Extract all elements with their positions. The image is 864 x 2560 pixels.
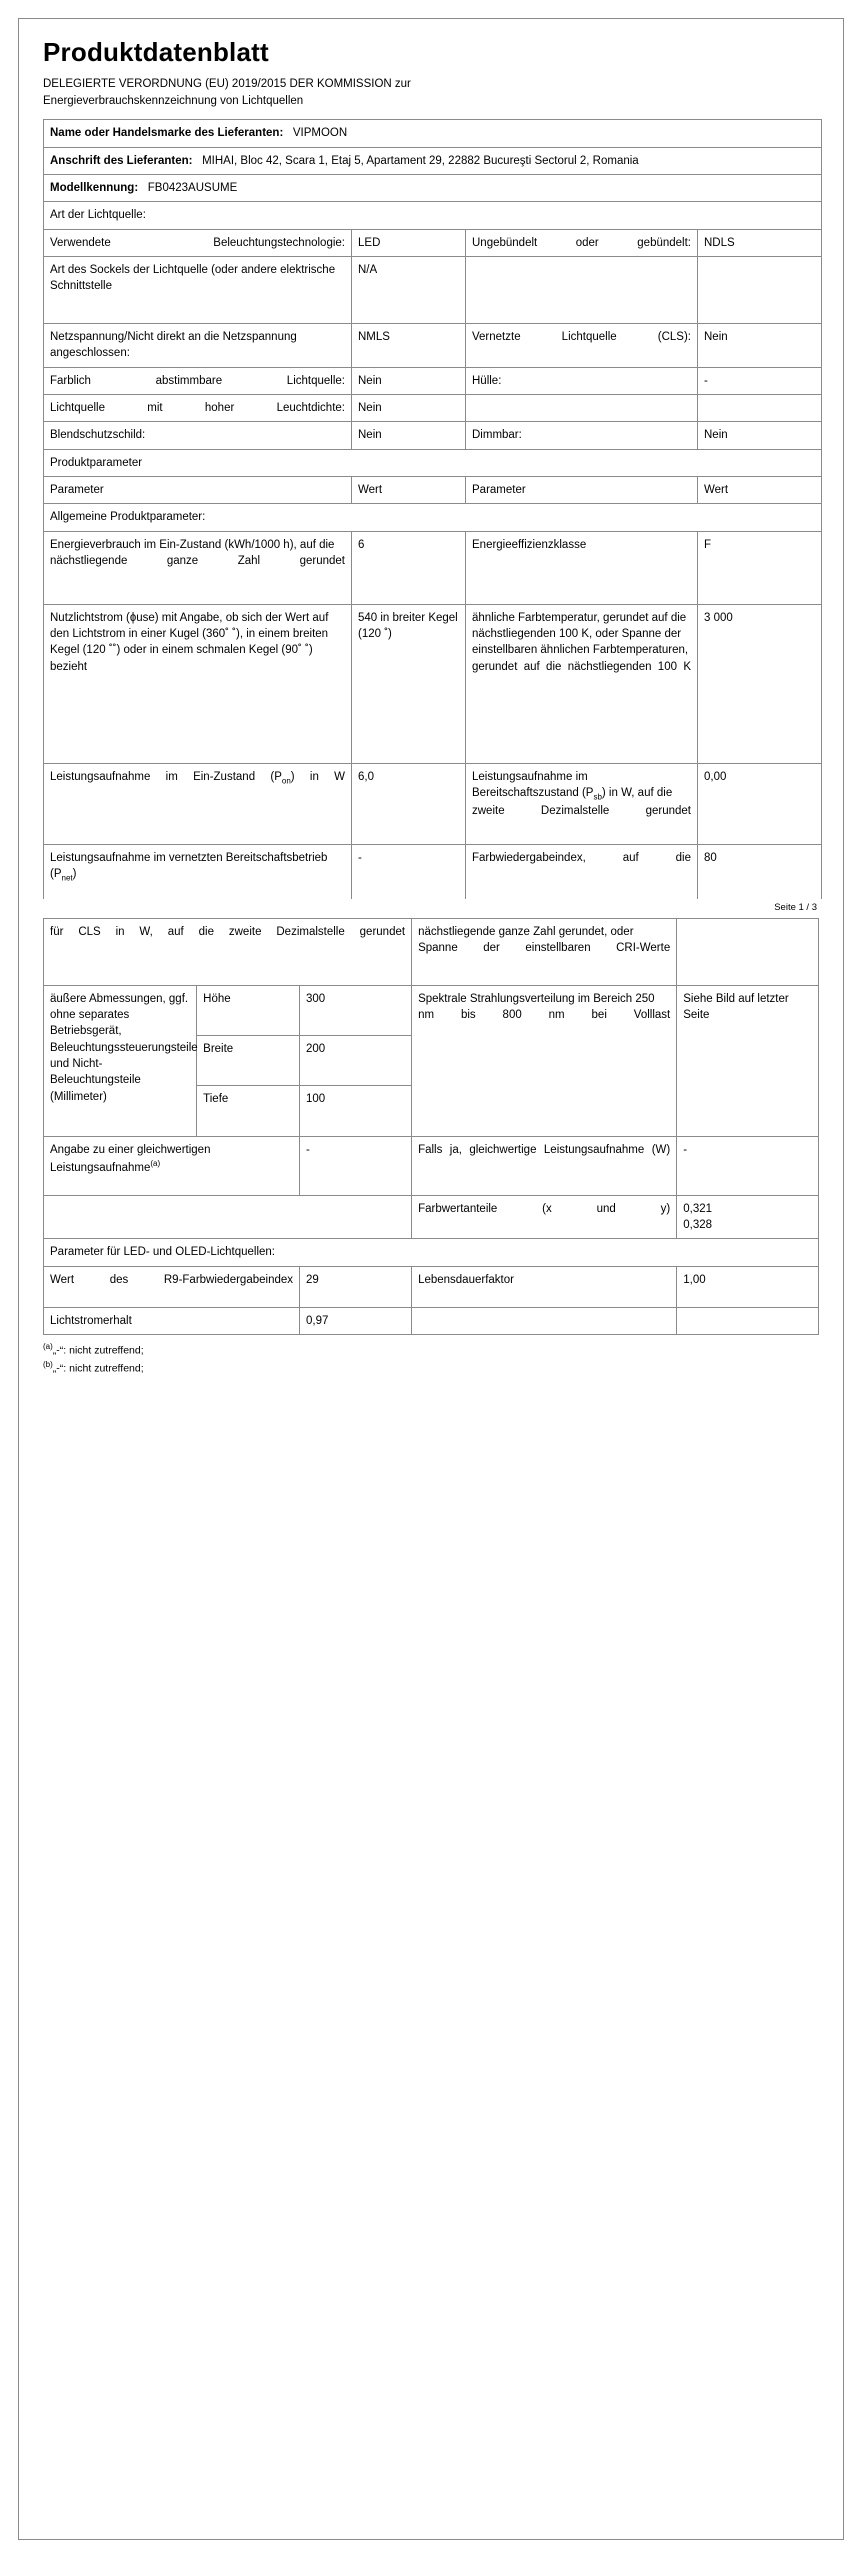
lumen-maintenance-value: 0,97	[300, 1307, 412, 1334]
model-label: Modellkennung:	[50, 182, 139, 194]
chromaticity-label: Farbwertanteile (x und y)	[412, 1195, 677, 1239]
equivalent-power-label: Angabe zu einer gleichwertigen Leistungsaufnahme$^{(a)}$	[44, 1136, 300, 1195]
table-row	[44, 229, 822, 256]
column-header-value-left: Wert	[352, 476, 466, 503]
table-row-supplier-address	[44, 147, 822, 174]
supplier-address-label: Anschrift des Lieferanten:	[50, 154, 193, 167]
energy-consumption-label: Energieverbrauch im Ein-Zustand (kWh/1000 h), auf die nächstliegende ganze Zahl gerundet	[44, 531, 352, 604]
power-net-value: -	[352, 844, 466, 899]
table-row	[44, 763, 822, 844]
supplier-address-cell	[44, 147, 822, 174]
table-row-continuation	[44, 918, 819, 985]
footnote-a-marker: (a)	[43, 1341, 53, 1351]
supplier-name-cell	[44, 120, 822, 147]
cri-value: 80	[698, 844, 822, 899]
cri-value-cont	[677, 918, 819, 985]
power-on-label: Leistungsaufnahme im Ein-Zustand $(P_{on})$ in W	[44, 763, 352, 844]
dimmable-value: Nein	[698, 422, 822, 449]
column-header-value-right: Wert	[698, 476, 822, 503]
power-standby-value: 0,00	[698, 763, 822, 844]
power-standby-label: Leistungsaufnahme im Bereitschaftszustand $(P_{sb})$ in W, auf die zweite Dezimalstelle gerundet	[466, 763, 698, 844]
lifetime-factor-label: Lebensdauerfaktor	[412, 1266, 677, 1307]
regulation-subtitle	[43, 76, 703, 109]
dimension-name-depth: Tiefe	[197, 1086, 300, 1136]
dimension-name-height: Höhe	[197, 985, 300, 1035]
power-net-label: Leistungsaufnahme im vernetzten Bereitschaftsbetrieb $(P_{net})$	[44, 844, 352, 899]
document-page	[18, 18, 844, 2540]
chromaticity-spacer-left	[44, 1195, 300, 1239]
supplier-table	[43, 119, 822, 898]
lumen-maintenance-value-right	[677, 1307, 819, 1334]
page-content	[19, 19, 843, 1377]
model-value: FB0423AUSUME	[147, 182, 238, 194]
mains-label: Netzspannung/Nicht direkt an die Netzspannung angeschlossen:	[44, 323, 352, 367]
power-on-value: 6,0	[352, 763, 466, 844]
footnote-b-text: „-“: nicht zutreffend;	[52, 1362, 144, 1375]
dimension-value-width: 200	[300, 1035, 412, 1085]
dimension-value-depth: 100	[300, 1086, 412, 1136]
table-row-product-parameters-heading	[44, 449, 822, 476]
beam-label: Ungebündelt oder gebündelt:	[466, 229, 698, 256]
power-net-label-cont: für CLS in W, auf die zweite Dezimalstelle gerundet	[44, 918, 412, 985]
table-row-supplier-name	[44, 120, 822, 147]
model-cell	[44, 175, 822, 202]
dimension-value-height: 300	[300, 985, 412, 1035]
table-row-general-heading	[44, 504, 822, 531]
column-header-parameter-left: Parameter	[44, 476, 352, 503]
table-row	[44, 323, 822, 367]
energy-consumption-value: 6	[352, 531, 466, 604]
cls-value: Nein	[698, 323, 822, 367]
r9-value: 29	[300, 1266, 412, 1307]
table-row	[44, 394, 822, 421]
chromaticity-value: 0,321 0,328	[677, 1195, 819, 1239]
table-row	[44, 1307, 819, 1334]
beam-value: NDLS	[698, 229, 822, 256]
tunable-label: Farblich abstimmbare Lichtquelle:	[44, 367, 352, 394]
high-luminance-label-right	[466, 394, 698, 421]
table-row-equivalence	[44, 1136, 819, 1195]
table-row-model	[44, 175, 822, 202]
tech-label: Verwendete Beleuchtungstechnologie:	[44, 229, 352, 256]
r9-label: Wert des R9-Farbwiedergabeindex	[44, 1266, 300, 1307]
dimensions-label: äußere Abmessungen, ggf. ohne separates Betriebsgerät, Beleuchtungssteuerungsteile und Nicht-Beleuchtungsteile (Millimeter)	[44, 985, 197, 1136]
socket-label-right	[466, 256, 698, 323]
general-parameters-heading: Allgemeine Produktparameter:	[44, 504, 822, 531]
page-title: Produktdatenblatt	[43, 37, 269, 67]
tech-value: LED	[352, 229, 466, 256]
footnote-b-marker: (b)	[43, 1360, 53, 1370]
antiglare-value: Nein	[352, 422, 466, 449]
table-row	[44, 604, 822, 763]
chromaticity-spacer-mid	[300, 1195, 412, 1239]
light-source-heading: Art der Lichtquelle:	[44, 202, 822, 229]
column-header-parameter-right: Parameter	[466, 476, 698, 503]
table-row	[44, 844, 822, 899]
product-parameters-heading: Produktparameter	[44, 449, 822, 476]
high-luminance-value-right	[698, 394, 822, 421]
equivalent-power-label-right: Falls ja, gleichwertige Leistungsaufnahme (W)	[412, 1136, 677, 1195]
footnotes	[43, 1335, 819, 1378]
table-row	[44, 422, 822, 449]
table-row	[44, 1266, 819, 1307]
dimension-name-width: Breite	[197, 1035, 300, 1085]
envelope-label: Hülle:	[466, 367, 698, 394]
energy-class-label: Energieeffizienzklasse	[466, 531, 698, 604]
cls-label: Vernetzte Lichtquelle (CLS):	[466, 323, 698, 367]
footnote-b	[43, 1359, 819, 1377]
spectral-distribution-label: Spektrale Strahlungsverteilung im Bereich 250 nm bis 800 nm bei Volllast	[412, 985, 677, 1136]
equivalent-power-value-right: -	[677, 1136, 819, 1195]
tunable-value: Nein	[352, 367, 466, 394]
dimmable-label: Dimmbar:	[466, 422, 698, 449]
lifetime-factor-value: 1,00	[677, 1266, 819, 1307]
table-row-light-source-heading	[44, 202, 822, 229]
table-row	[44, 367, 822, 394]
socket-value: N/A	[352, 256, 466, 323]
supplier-name-label: Name oder Handelsmarke des Lieferanten:	[50, 127, 284, 140]
high-luminance-value: Nein	[352, 394, 466, 421]
table-row	[44, 531, 822, 604]
regulation-subtitle-line1: DELEGIERTE VERORDNUNG (EU) 2019/2015 DER KOMMISSION zur	[43, 78, 411, 90]
color-temperature-label: ähnliche Farbtemperatur, gerundet auf die nächstliegenden 100 K, oder Spanne der einstellbaren ähnlichen Farbtemperaturen, gerundet auf die nächstliegenden 100 K	[466, 604, 698, 763]
table-row-column-headers	[44, 476, 822, 503]
page-indicator: Seite 1 / 3	[774, 901, 817, 913]
supplier-name-value: VIPMOON	[292, 127, 348, 140]
envelope-value: -	[698, 367, 822, 394]
color-temperature-value: 3 000	[698, 604, 822, 763]
socket-label: Art des Sockels der Lichtquelle (oder andere elektrische Schnittstelle	[44, 256, 352, 323]
equivalent-power-value: -	[300, 1136, 412, 1195]
cri-label-cont: nächstliegende ganze Zahl gerundet, oder Spanne der einstellbaren CRI-Werte	[412, 918, 677, 985]
energy-class-value: F	[698, 531, 822, 604]
regulation-subtitle-line2: Energieverbrauchskennzeichnung von Lichtquellen	[43, 94, 304, 107]
luminous-flux-label: Nutzlichtstrom (ɸuse) mit Angabe, ob sich der Wert auf den Lichtstrom in einer Kugel (360˚ ˚), in einem breiten Kegel (120 ˚˚) oder in einem schmalen Kegel (90˚ ˚) bezieht	[44, 604, 352, 763]
table-row-dimensions-height	[44, 985, 819, 1035]
mains-value: NMLS	[352, 323, 466, 367]
led-oled-heading: Parameter für LED- und OLED-Lichtquellen:	[44, 1239, 819, 1266]
footnote-a	[43, 1341, 819, 1359]
lumen-maintenance-label-right	[412, 1307, 677, 1334]
table-row	[44, 256, 822, 323]
footnote-a-text: „-“: nicht zutreffend;	[52, 1344, 144, 1357]
cri-label: Farbwiedergabeindex, auf die	[466, 844, 698, 899]
table-row-led-oled-heading	[44, 1239, 819, 1266]
product-parameters-continued-table	[43, 918, 819, 1335]
spectral-distribution-value: Siehe Bild auf letzter Seite	[677, 985, 819, 1136]
lumen-maintenance-label: Lichtstromerhalt	[44, 1307, 300, 1334]
high-luminance-label: Lichtquelle mit hoher Leuchtdichte:	[44, 394, 352, 421]
table-row-chromaticity	[44, 1195, 819, 1239]
antiglare-label: Blendschutzschild:	[44, 422, 352, 449]
supplier-address-value: MIHAI, Bloc 42, Scara 1, Etaj 5, Apartament 29, 22882 Bucureşti Sectorul 2, Romania	[202, 154, 639, 167]
socket-value-right	[698, 256, 822, 323]
luminous-flux-value: 540 in breiter Kegel (120 ˚)	[352, 604, 466, 763]
